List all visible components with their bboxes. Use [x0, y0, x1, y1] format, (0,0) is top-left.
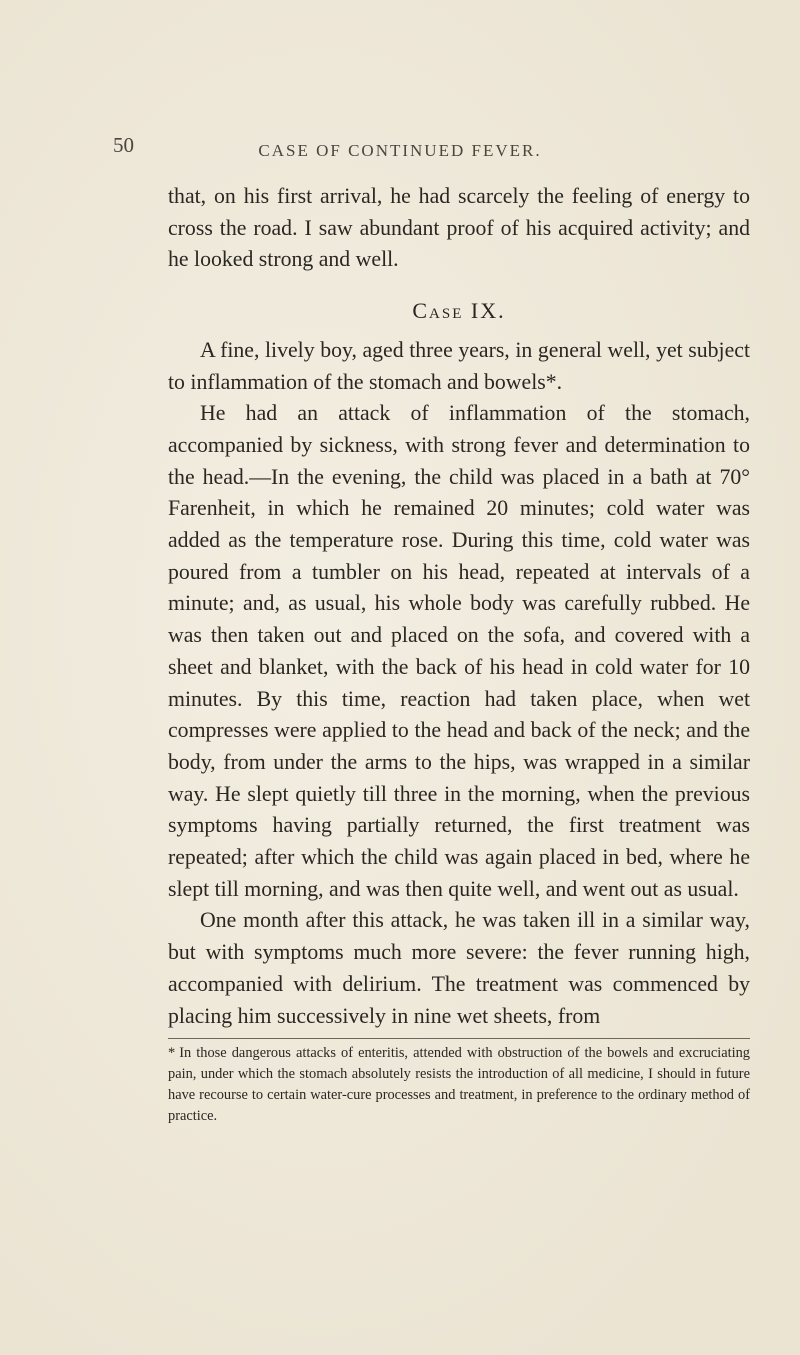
page-number: 50 — [113, 133, 134, 157]
paragraph-treatment: He had an attack of inflammation of the stomach, accompanied by sickness, with strong fever and determination to the head.—In the evening, the child was placed in a bath at 70° Farenheit, in which he remained 20 minutes; cold water was added as the temperature rose. During this time, cold water was poured from a tumbler on his head, repeated at intervals of a minute; and, as usual, his whole body was carefully rubbed. He was then taken out and placed on the sofa, and covered with a sheet and blanket, with the back of his head in cold water for 10 minutes. By this time, reaction had taken place, when wet compresses were applied to the head and back of the neck; and the body, from under the arms to the hips, was wrapped in a similar way. He slept quietly till three in the morning, when the previous symptoms having partially returned, the first treatment was repeated; after which the child was again placed in bed, where he slept till morning, and was then quite well, and went out as usual. — [168, 401, 750, 901]
paragraph-intro: A fine, lively boy, aged three years, in general well, yet subject to inflammation of the stomach and bowels*. — [168, 337, 750, 394]
running-head: CASE OF CONTINUED FEVER. — [258, 141, 542, 160]
paragraph-relapse: One month after this attack, he was taken ill in a similar way, but with symptoms much more severe: the fever running high, accompanied with delirium. The treatment was commenced by placing him successively in nine wet sheets, from — [168, 908, 750, 1028]
main-text — [168, 181, 750, 1126]
footnote-mark: * — [168, 1045, 176, 1062]
case-heading: Case IX. — [412, 298, 506, 324]
opening-paragraph: that, on his first arrival, he had scarcely the feeling of energy to cross the road. I saw abundant proof of his acquired activity; and he looked strong and well. — [168, 184, 750, 272]
footnote-divider — [168, 1038, 750, 1039]
footnote — [168, 1043, 750, 1126]
footnote-text: In those dangerous attacks of enteritis, attended with obstruction of the bowels and excruciating pain, under which the stomach absolutely resists the introduction of all medicine, I should in future have recourse to certain water-cure processes and treatment, in preference to the ordinary method of practice. — [168, 1045, 750, 1124]
